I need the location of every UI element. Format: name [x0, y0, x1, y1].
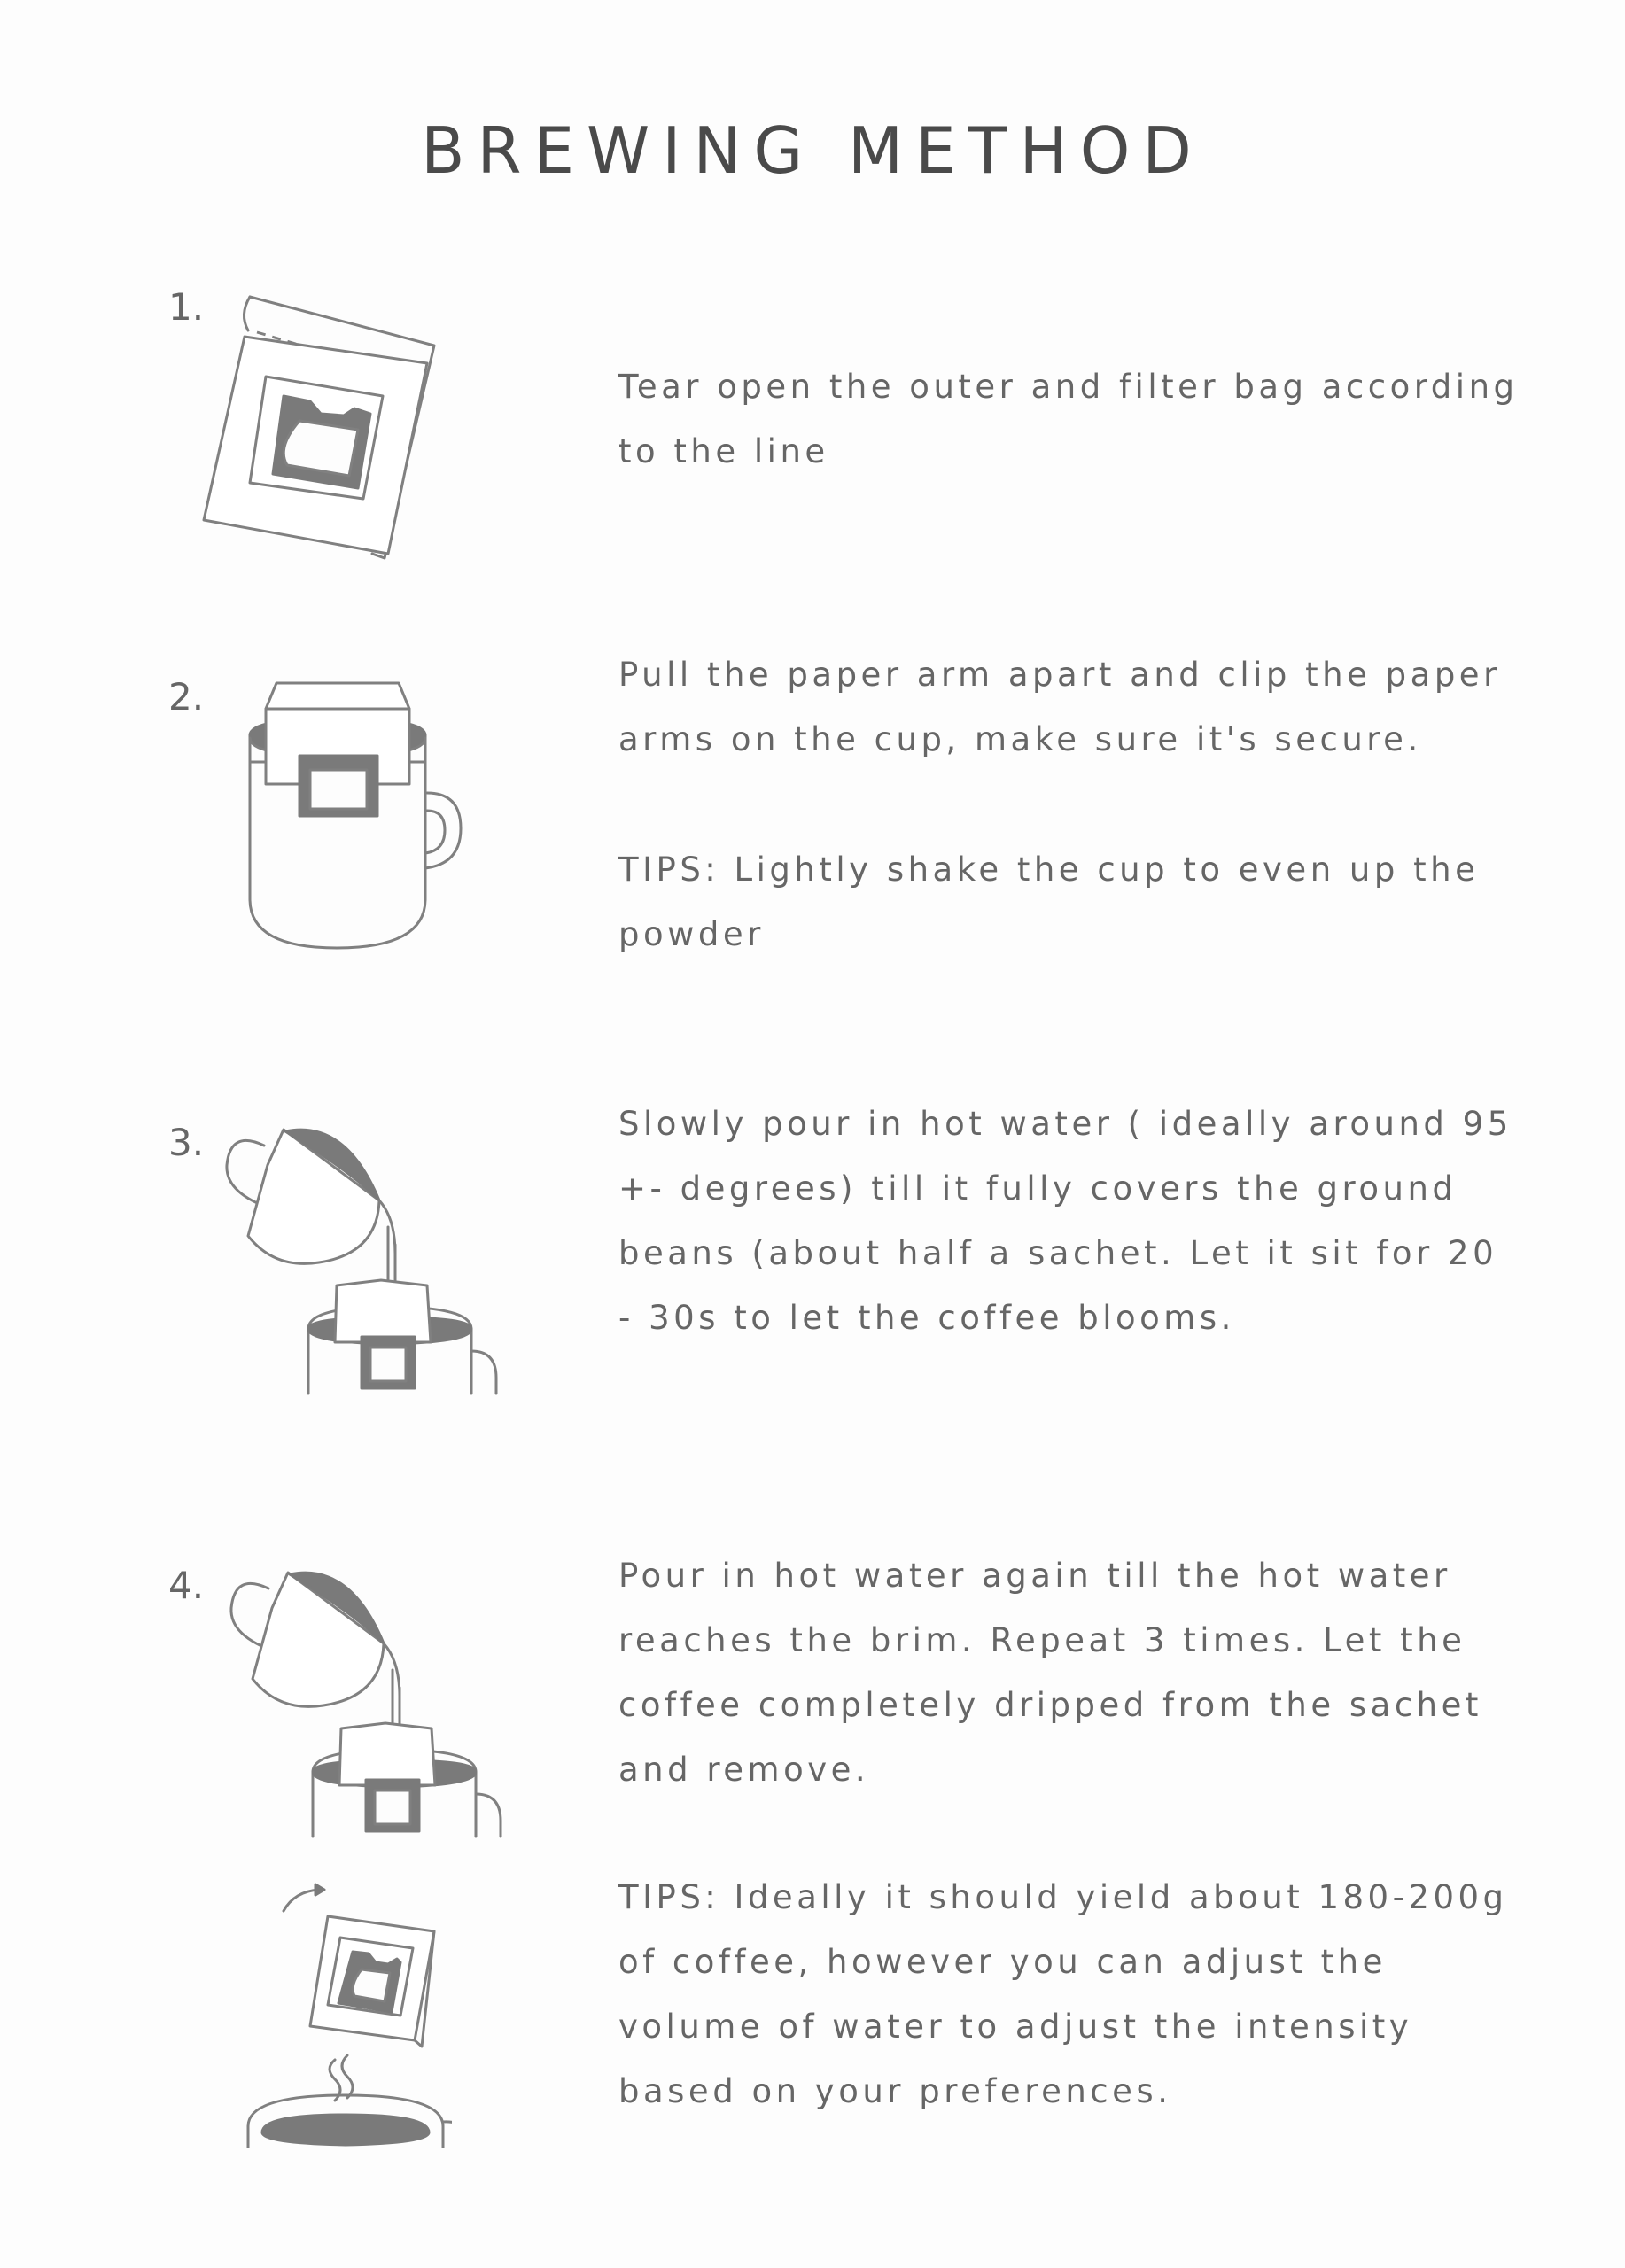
pitcher-pouring-icon	[226, 1555, 509, 1838]
step-3-text: Slowly pour in hot water ( ideally around 95 +- degrees) till it fully covers the ground beans (about half a sachet. Let it sit for 20 - 30s to let the coffee blooms.	[618, 1105, 1512, 1337]
step-2-text: Pull the paper arm apart and clip the paper arms on the cup, make sure it's secure.	[618, 656, 1501, 758]
step-1-text: Tear open the outer and filter bag according to the line	[618, 368, 1519, 470]
pitcher-pouring-icon	[222, 1112, 505, 1395]
step-2-tip: TIPS: Lightly shake the cup to even up the powder	[618, 850, 1480, 953]
drip-bag-icon	[195, 288, 443, 571]
remove-drip-bag-icon	[239, 1883, 452, 2148]
step-4-number: 4.	[168, 1564, 205, 1607]
cup-with-drip-bag-icon	[239, 678, 470, 952]
page-title: BREWING METHOD	[421, 113, 1204, 188]
step-2-number: 2.	[168, 675, 205, 718]
step-3-number: 3.	[168, 1121, 205, 1164]
step-1-number: 1.	[168, 285, 205, 329]
step-4-text: Pour in hot water again till the hot water reaches the brim. Repeat 3 times. Let the coffee completely dripped from the sachet and remove.	[618, 1557, 1482, 1789]
final-tip-text: TIPS: Ideally it should yield about 180-200g of coffee, however you can adjust the volume of water to adjust the intensity based on your preferences.	[618, 1878, 1508, 2110]
